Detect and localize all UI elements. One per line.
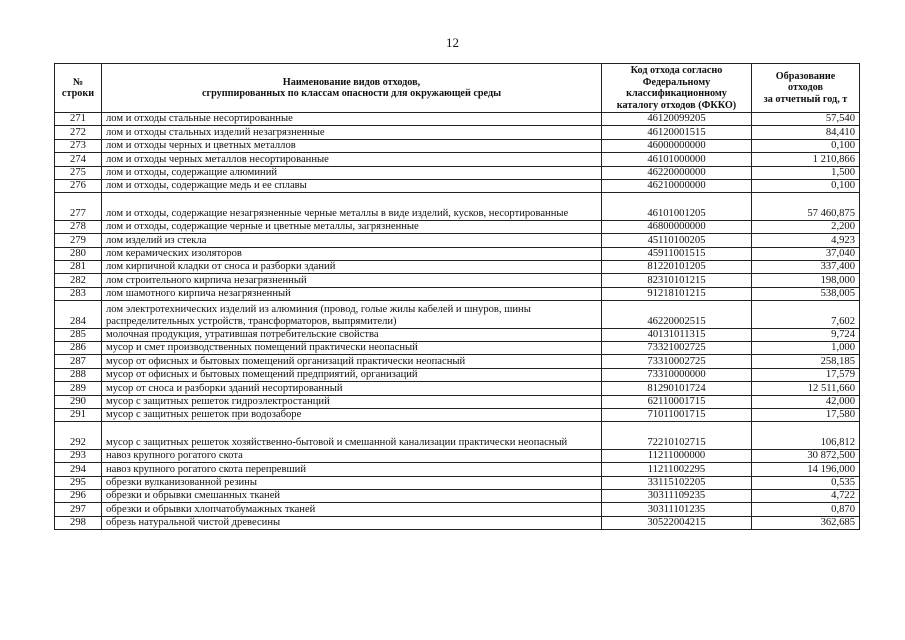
fkko-code: 81220101205 xyxy=(602,261,752,274)
table-row xyxy=(55,193,860,221)
waste-name: мусор от офисных и бытовых помещений предприятий, организаций xyxy=(102,368,602,381)
waste-name: молочная продукция, утратившая потребительские свойства xyxy=(102,328,602,341)
waste-name: мусор с защитных решеток хозяйственно-бытовой и смешанной канализации практически неопасный xyxy=(102,422,602,450)
header-fkko-code: Код отхода согласно Федеральному классификационному каталогу отходов (ФККО) xyxy=(602,64,752,113)
row-number: 281 xyxy=(55,261,102,274)
waste-name: лом и отходы, содержащие медь и ее сплавы xyxy=(102,179,602,192)
waste-name: лом и отходы стальных изделий незагрязненные xyxy=(102,126,602,139)
fkko-code: 73321002725 xyxy=(602,342,752,355)
row-number: 290 xyxy=(55,395,102,408)
waste-name: обрезь натуральной чистой древесины xyxy=(102,516,602,529)
fkko-code: 46101000000 xyxy=(602,153,752,166)
table-row xyxy=(55,247,860,260)
row-number: 283 xyxy=(55,287,102,300)
table-row xyxy=(55,395,860,408)
waste-amount: 4,722 xyxy=(752,490,860,503)
row-number: 295 xyxy=(55,476,102,489)
waste-amount: 0,870 xyxy=(752,503,860,516)
waste-name: мусор и смет производственных помещений практически неопасный xyxy=(102,342,602,355)
waste-name: мусор с защитных решеток гидроэлектростанций xyxy=(102,395,602,408)
table-row xyxy=(55,234,860,247)
fkko-code: 71011001715 xyxy=(602,409,752,422)
table-row xyxy=(55,153,860,166)
row-number: 293 xyxy=(55,449,102,462)
fkko-code: 46120001515 xyxy=(602,126,752,139)
table-body xyxy=(55,113,860,530)
waste-name: лом и отходы, содержащие черные и цветные металлы, загрязненные xyxy=(102,220,602,233)
waste-table xyxy=(54,63,860,530)
waste-name: лом и отходы, содержащие алюминий xyxy=(102,166,602,179)
table-row xyxy=(55,355,860,368)
waste-amount: 362,685 xyxy=(752,516,860,529)
header-waste-amount: Образование отходов за отчетный год, т xyxy=(752,64,860,113)
fkko-code: 46210000000 xyxy=(602,179,752,192)
waste-amount: 1,000 xyxy=(752,342,860,355)
waste-amount: 84,410 xyxy=(752,126,860,139)
fkko-code: 46800000000 xyxy=(602,220,752,233)
row-number: 289 xyxy=(55,382,102,395)
page-number: 12 xyxy=(446,35,459,50)
waste-name: лом керамических изоляторов xyxy=(102,247,602,260)
table-row xyxy=(55,274,860,287)
waste-amount: 30 872,500 xyxy=(752,449,860,462)
row-number: 284 xyxy=(55,301,102,329)
waste-amount: 9,724 xyxy=(752,328,860,341)
waste-amount: 337,400 xyxy=(752,261,860,274)
waste-name: лом шамотного кирпича незагрязненный xyxy=(102,287,602,300)
fkko-code: 46220000000 xyxy=(602,166,752,179)
row-number: 296 xyxy=(55,490,102,503)
row-number: 285 xyxy=(55,328,102,341)
row-number: 286 xyxy=(55,342,102,355)
fkko-code: 91218101215 xyxy=(602,287,752,300)
fkko-code: 73310002725 xyxy=(602,355,752,368)
header-row-number: № строки xyxy=(55,64,102,113)
waste-name: обрезки и обрывки хлопчатобумажных тканей xyxy=(102,503,602,516)
waste-amount: 4,923 xyxy=(752,234,860,247)
waste-name: навоз крупного рогатого скота перепревший xyxy=(102,463,602,476)
table-row xyxy=(55,476,860,489)
waste-name: лом кирпичной кладки от сноса и разборки зданий xyxy=(102,261,602,274)
fkko-code: 81290101724 xyxy=(602,382,752,395)
table-row xyxy=(55,261,860,274)
fkko-code: 11211000000 xyxy=(602,449,752,462)
waste-name: навоз крупного рогатого скота xyxy=(102,449,602,462)
waste-name: лом и отходы стальные несортированные xyxy=(102,113,602,126)
waste-amount: 14 196,000 xyxy=(752,463,860,476)
waste-amount: 57 460,875 xyxy=(752,193,860,221)
fkko-code: 46000000000 xyxy=(602,139,752,152)
table-row xyxy=(55,139,860,152)
row-number: 282 xyxy=(55,274,102,287)
table-row xyxy=(55,301,860,329)
fkko-code: 40131011315 xyxy=(602,328,752,341)
row-number: 276 xyxy=(55,179,102,192)
table-row xyxy=(55,287,860,300)
waste-amount: 57,540 xyxy=(752,113,860,126)
fkko-code: 46101001205 xyxy=(602,193,752,221)
fkko-code: 45911001515 xyxy=(602,247,752,260)
waste-name: обрезки вулканизованной резины xyxy=(102,476,602,489)
row-number: 277 xyxy=(55,193,102,221)
row-number: 272 xyxy=(55,126,102,139)
waste-amount: 17,580 xyxy=(752,409,860,422)
row-number: 298 xyxy=(55,516,102,529)
waste-name: лом и отходы черных металлов несортированные xyxy=(102,153,602,166)
table-row xyxy=(55,342,860,355)
waste-amount: 42,000 xyxy=(752,395,860,408)
waste-amount: 0,100 xyxy=(752,139,860,152)
fkko-code: 73310000000 xyxy=(602,368,752,381)
fkko-code: 30311109235 xyxy=(602,490,752,503)
waste-amount: 1,500 xyxy=(752,166,860,179)
waste-name: лом и отходы черных и цветных металлов xyxy=(102,139,602,152)
waste-name: лом электротехнических изделий из алюминия (провод, голые жилы кабелей и шнуров, шины распределительных устройств, трансформаторов, выпрямители) xyxy=(102,301,602,329)
table-row xyxy=(55,179,860,192)
table-row xyxy=(55,368,860,381)
waste-amount: 37,040 xyxy=(752,247,860,260)
table-row xyxy=(55,113,860,126)
fkko-code: 82310101215 xyxy=(602,274,752,287)
fkko-code: 46220002515 xyxy=(602,301,752,329)
waste-amount: 0,535 xyxy=(752,476,860,489)
waste-amount: 258,185 xyxy=(752,355,860,368)
table-row xyxy=(55,328,860,341)
row-number: 297 xyxy=(55,503,102,516)
row-number: 280 xyxy=(55,247,102,260)
table-row xyxy=(55,449,860,462)
fkko-code: 11211002295 xyxy=(602,463,752,476)
fkko-code: 33115102205 xyxy=(602,476,752,489)
waste-amount: 12 511,660 xyxy=(752,382,860,395)
fkko-code: 45110100205 xyxy=(602,234,752,247)
row-number: 274 xyxy=(55,153,102,166)
row-number: 279 xyxy=(55,234,102,247)
row-number: 271 xyxy=(55,113,102,126)
row-number: 273 xyxy=(55,139,102,152)
table-row xyxy=(55,166,860,179)
row-number: 278 xyxy=(55,220,102,233)
waste-amount: 538,005 xyxy=(752,287,860,300)
header-waste-name: Наименование видов отходов, сгруппированных по классам опасности для окружающей среды xyxy=(102,64,602,113)
table-row xyxy=(55,422,860,450)
row-number: 292 xyxy=(55,422,102,450)
waste-name: лом изделий из стекла xyxy=(102,234,602,247)
waste-amount: 198,000 xyxy=(752,274,860,287)
waste-name: лом и отходы, содержащие незагрязненные черные металлы в виде изделий, кусков, несортированные xyxy=(102,193,602,221)
waste-name: обрезки и обрывки смешанных тканей xyxy=(102,490,602,503)
row-number: 291 xyxy=(55,409,102,422)
waste-name: мусор от сноса и разборки зданий несортированный xyxy=(102,382,602,395)
row-number: 287 xyxy=(55,355,102,368)
table-row xyxy=(55,463,860,476)
row-number: 275 xyxy=(55,166,102,179)
waste-amount: 17,579 xyxy=(752,368,860,381)
table-row xyxy=(55,220,860,233)
waste-amount: 106,812 xyxy=(752,422,860,450)
row-number: 294 xyxy=(55,463,102,476)
table-row xyxy=(55,409,860,422)
table-row xyxy=(55,490,860,503)
fkko-code: 62110001715 xyxy=(602,395,752,408)
waste-name: лом строительного кирпича незагрязненный xyxy=(102,274,602,287)
waste-name: мусор с защитных решеток при водозаборе xyxy=(102,409,602,422)
waste-amount: 2,200 xyxy=(752,220,860,233)
fkko-code: 46120099205 xyxy=(602,113,752,126)
table-row xyxy=(55,516,860,529)
fkko-code: 72210102715 xyxy=(602,422,752,450)
waste-amount: 0,100 xyxy=(752,179,860,192)
waste-name: мусор от офисных и бытовых помещений организаций практически неопасный xyxy=(102,355,602,368)
waste-amount: 1 210,866 xyxy=(752,153,860,166)
fkko-code: 30311101235 xyxy=(602,503,752,516)
table-row xyxy=(55,382,860,395)
row-number: 288 xyxy=(55,368,102,381)
fkko-code: 30522004215 xyxy=(602,516,752,529)
waste-amount: 7,602 xyxy=(752,301,860,329)
table-row xyxy=(55,126,860,139)
table-header-row xyxy=(55,64,860,113)
table-row xyxy=(55,503,860,516)
